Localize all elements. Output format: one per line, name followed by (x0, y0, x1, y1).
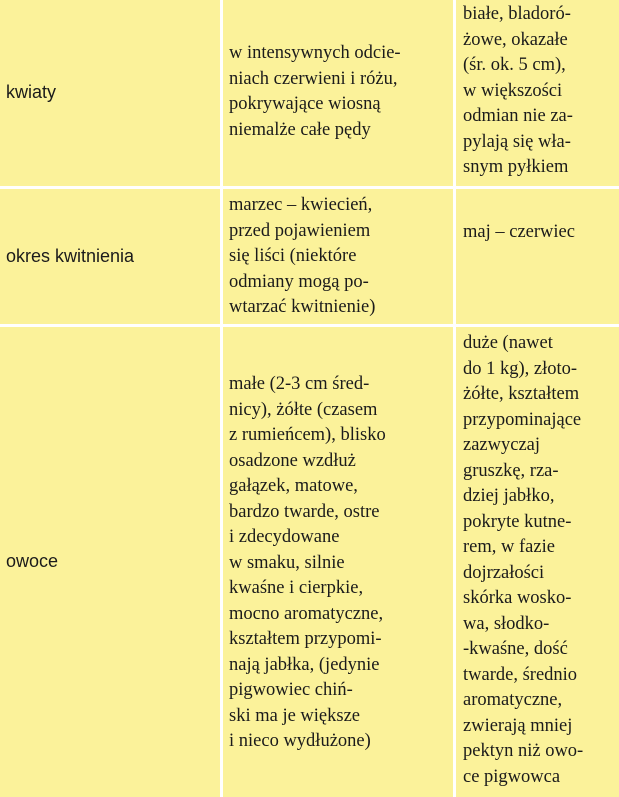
text-line: aromatyczne, (463, 690, 563, 710)
row-label-text: owoce (6, 551, 59, 572)
text-line: niach czerwieni i różu, (229, 68, 398, 89)
cell-text (463, 331, 583, 790)
text-line: ski ma je większe (229, 705, 360, 726)
text-line: skórka wosko- (463, 588, 572, 608)
text-line: wtarzać kwitnienie) (229, 297, 376, 317)
text-line: -kwaśne, dość (463, 639, 568, 659)
text-line: pokryte kutne- (463, 511, 572, 532)
text-line: żowe, okazałe (463, 29, 568, 50)
cell-text (463, 220, 575, 246)
text-line: osadzone wzdłuż (229, 450, 356, 471)
cell-kwiaty-col2 (229, 41, 451, 151)
text-line: (śr. ok. 5 cm), (463, 55, 566, 75)
cell-text (463, 2, 573, 181)
text-line: pektyn niż owo- (463, 741, 584, 761)
text-line: i zdecydowane (229, 527, 340, 547)
text-line: dojrzałości (463, 562, 545, 583)
text-line: mocno aromatyczne, (229, 603, 384, 624)
text-line: snym pyłkiem (463, 157, 569, 177)
text-line: ce pigwowca (463, 766, 561, 787)
text-line: do 1 kg), złoto- (463, 358, 578, 379)
text-line: w większości (463, 80, 563, 101)
cell-okres-col2 (229, 193, 451, 321)
text-line: nają jabłka, (jedynie (229, 654, 380, 675)
text-line: przed pojawieniem (229, 220, 371, 241)
text-line: dziej jabłko, (463, 486, 555, 506)
text-line: w smaku, silnie (229, 552, 345, 573)
text-line: zwierają mniej (463, 715, 573, 736)
text-line: przypominające (463, 409, 582, 430)
text-line: twarde, średnio (463, 664, 578, 685)
text-line: odmian nie za- (463, 106, 573, 126)
cell-text (229, 372, 386, 755)
text-line: żółte, kształtem (463, 384, 580, 404)
cell-text (229, 41, 401, 143)
row-label-text: kwiaty (6, 82, 57, 103)
text-line: maj – czerwiec (463, 222, 575, 242)
cell-kwiaty-col3 (463, 2, 619, 184)
text-line: pokrywające wiosną (229, 94, 381, 114)
text-line: pylają się wła- (463, 131, 571, 152)
cell-text (229, 193, 375, 321)
text-line: gruszkę, rza- (463, 460, 559, 481)
text-line: kształtem przypomi- (229, 629, 382, 649)
text-line: się liści (niektóre (229, 246, 357, 266)
text-line: nicy), żółte (czasem (229, 399, 378, 420)
text-line: białe, bladoró- (463, 4, 571, 24)
text-line: i nieco wydłużone) (229, 731, 371, 751)
text-line: zazwyczaj (463, 435, 541, 455)
text-line: z rumieńcem), blisko (229, 425, 386, 445)
row-label-kwiaty (6, 0, 218, 186)
row-label-okres-kwitnienia (6, 189, 218, 324)
text-line: kwaśne i cierpkie, (229, 578, 364, 598)
text-line: wa, słodko- (463, 613, 550, 634)
text-line: w intensywnych odcie- (229, 43, 401, 63)
row-label-owoce (6, 327, 218, 797)
text-line: duże (nawet (463, 333, 553, 353)
cell-owoce-col3 (463, 331, 619, 797)
column-divider (453, 0, 456, 797)
cell-okres-col3 (463, 220, 619, 250)
text-line: bardzo twarde, ostre (229, 501, 380, 522)
row-label-text: okres kwitnienia (6, 245, 135, 266)
text-line: rem, w fazie (463, 537, 555, 557)
cell-owoce-col2 (229, 372, 451, 762)
column-divider (220, 0, 223, 797)
text-line: małe (2-3 cm śred- (229, 374, 370, 394)
text-line: odmiany mogą po- (229, 271, 369, 292)
text-line: niemalże całe pędy (229, 119, 371, 140)
text-line: gałązek, matowe, (229, 476, 358, 496)
text-line: marzec – kwiecień, (229, 195, 373, 215)
text-line: pigwowiec chiń- (229, 680, 353, 700)
